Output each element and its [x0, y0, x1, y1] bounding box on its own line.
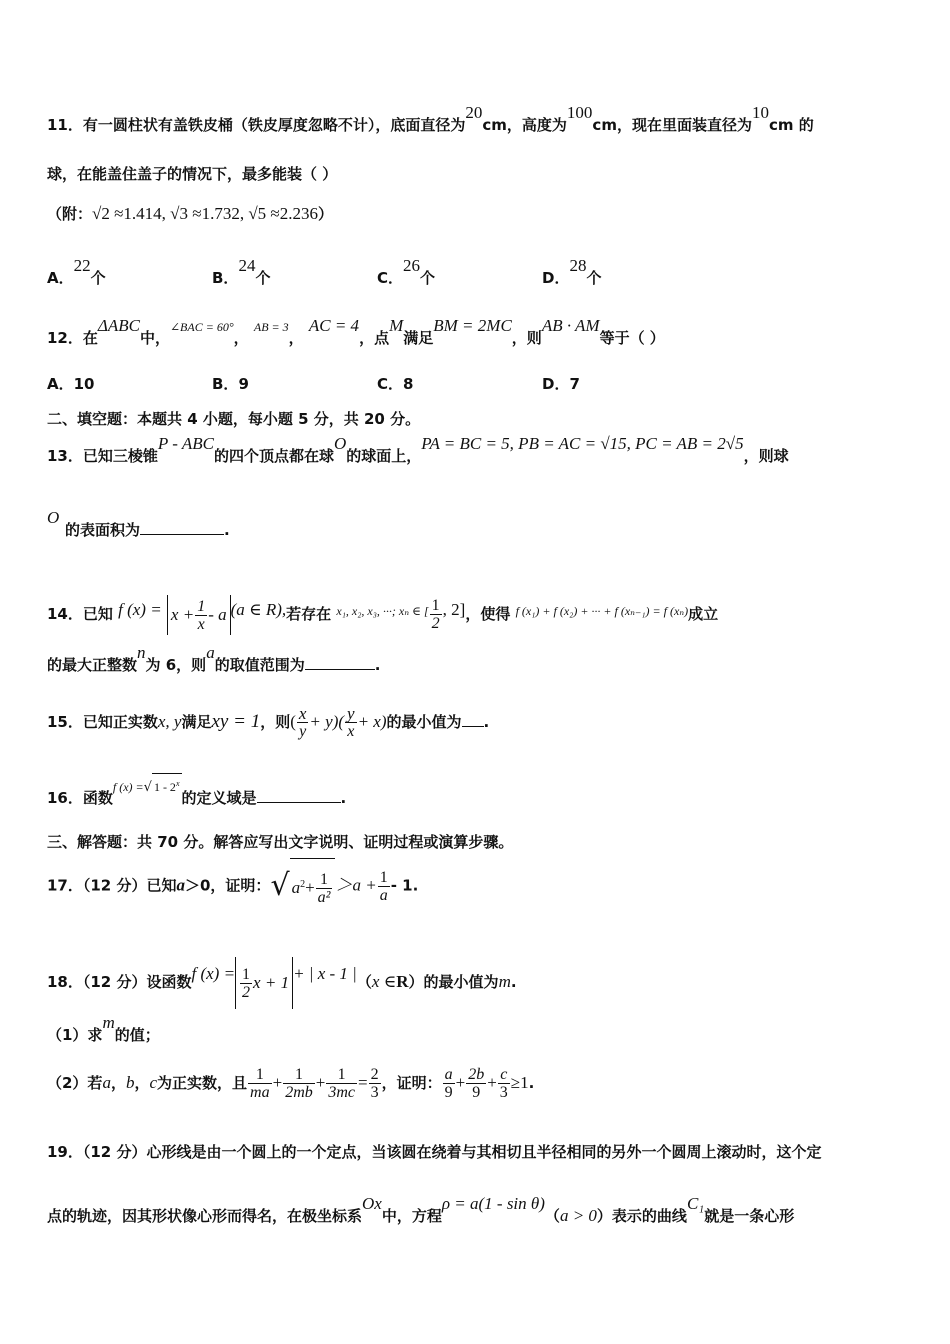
q16-root: 1 - 2	[153, 780, 176, 794]
q18-period: .	[510, 973, 517, 991]
q15-text-3: ，则	[260, 713, 291, 731]
frac-den: 3	[499, 1084, 508, 1101]
option-value: 10	[73, 375, 95, 393]
q11-option-d[interactable]	[542, 256, 602, 288]
q19-equation: ρ = a(1 - sin θ)	[441, 1194, 545, 1213]
q14-var-n: n	[137, 643, 146, 662]
q18-abs-second: + | x - 1 |	[293, 964, 357, 983]
frac-num: 2b	[468, 1066, 485, 1083]
q12-condition: BM = 2MC	[433, 316, 512, 335]
frac-num: 1	[248, 1066, 272, 1084]
q18-text-2: ）的最小值为	[408, 973, 499, 991]
frac-num: c	[498, 1066, 510, 1084]
q19-text-4: ）表示的曲线	[596, 1207, 687, 1225]
option-unit: 个	[255, 269, 271, 287]
q12-ac: AC = 4	[308, 316, 360, 335]
q18-part2-text-2: 为正实数，且	[157, 1074, 248, 1092]
q11-options	[47, 256, 907, 290]
q15-text-2: 满足	[181, 713, 212, 731]
q16-answer-blank[interactable]	[257, 802, 341, 803]
q14-sequence: x₁, x₂, x₃, ···; xₙ ∈ [	[336, 604, 429, 618]
q13-pyramid: P - ABC	[157, 434, 214, 453]
q12-option-d[interactable]	[542, 374, 580, 394]
q18-part1-var-m: m	[102, 1013, 115, 1032]
frac-num: 1	[326, 1066, 357, 1084]
q17-sqrt-sign: √	[270, 868, 290, 903]
q12-text-6: 等于（ ）	[599, 329, 665, 347]
q14-answer-blank[interactable]	[305, 669, 375, 670]
q11-unit-1: cm，高度为	[482, 116, 567, 134]
q15-paren-open: (	[290, 712, 296, 731]
option-label: A．	[47, 269, 74, 287]
q18-var-m: m	[498, 972, 511, 991]
q11-note-prefix: （附：	[47, 205, 93, 223]
frac-num: 2	[370, 1066, 379, 1083]
q11-line-1	[47, 103, 814, 135]
q15-text-4: 的最小值为	[386, 713, 462, 731]
frac-den: 2mb	[285, 1084, 313, 1101]
q12-ab: AB = 3	[253, 320, 289, 334]
frac-den: 9	[444, 1084, 453, 1101]
frac-num: 1	[242, 965, 251, 983]
q14-text-3: ，使得	[465, 605, 511, 623]
option-value: 9	[238, 375, 249, 393]
option-unit: 个	[420, 269, 436, 287]
q19-text-5: 就是一条心形	[704, 1207, 795, 1225]
q11-text-1: 有一圆柱状有盖铁皮桶（铁皮厚度忽略不计），底面直径为	[82, 116, 466, 134]
q13-line-2	[47, 508, 230, 540]
frac-den: a²	[317, 889, 331, 906]
q14-domain: (a ∈ R),	[230, 600, 287, 619]
option-label: D．	[542, 269, 570, 287]
option-value: 28	[569, 256, 587, 275]
q14-line-2	[47, 643, 381, 675]
q18-part-1	[47, 1013, 160, 1045]
frac-den: a	[379, 886, 388, 904]
q11-note-suffix: ）	[318, 205, 334, 223]
q14-abs	[167, 595, 231, 635]
q11-option-a[interactable]	[47, 256, 106, 288]
q18-real-set: R	[396, 972, 409, 991]
q13-condition: PA = BC = 5, PB = AC = √15, PC = AB = 2√5	[421, 434, 744, 453]
q17-number: 17．（12 分）已知	[47, 876, 177, 895]
frac-den: ma	[250, 1084, 270, 1101]
q19-curve: C₁	[686, 1194, 705, 1213]
q14-text-5: 的最大正整数	[47, 656, 138, 674]
q14-number: 14．	[47, 605, 83, 623]
q11-height: 100	[566, 103, 593, 122]
q14-var-a: a	[206, 643, 215, 662]
frac-den: 2	[431, 615, 440, 632]
q13-period: .	[224, 521, 230, 539]
frac-den: 3	[370, 1084, 379, 1101]
q17-line	[47, 858, 418, 914]
q13-text-4: ，则球	[743, 447, 789, 465]
q14-equation: f (x₁) + f (x₂) + ··· + f (xₙ₋₁) = f (xₙ)	[515, 604, 689, 618]
q17-greater: ＞a +	[335, 875, 377, 895]
q13-sphere: O	[333, 434, 347, 453]
frac-num: a	[444, 1066, 453, 1083]
q15-number: 15．	[47, 713, 83, 731]
q16-exponent: x	[175, 779, 180, 788]
q13-number: 13．	[47, 447, 83, 465]
q12-text-2: 中，	[139, 329, 170, 347]
q18-abs	[235, 957, 293, 1009]
q18-function: f (x) =	[191, 964, 236, 983]
q14-text-6: 为 6，则	[145, 656, 207, 674]
q14-interval-end: , 2]	[442, 600, 466, 619]
q16-period: .	[340, 789, 347, 807]
q19-text-2: 中，方程	[381, 1207, 442, 1225]
frac-num: 1	[431, 597, 440, 614]
q11-ball-diameter: 10	[751, 103, 769, 122]
option-value: 7	[569, 375, 580, 393]
q11-note	[47, 204, 333, 224]
q11-note-math: √2 ≈1.414, √3 ≈1.732, √5 ≈2.236	[92, 204, 318, 223]
q12-point-m: M	[389, 316, 404, 335]
q16-number: 16．	[47, 789, 83, 807]
q17-text-1: ＞0，证明：	[184, 876, 271, 895]
q15-paren-close: + x)	[357, 712, 387, 731]
q13-sphere-2: O	[47, 508, 60, 527]
q13-text-1: 已知三棱锥	[82, 447, 158, 465]
q16-text-2: 的定义域是	[181, 789, 257, 807]
q12-option-a[interactable]	[47, 374, 94, 394]
q18-part2-text-3: ，证明：	[381, 1074, 442, 1092]
q12-number: 12．	[47, 329, 83, 347]
q16-line	[47, 779, 347, 810]
frac-num: 1	[283, 1066, 315, 1084]
q19-text-3: （	[544, 1207, 560, 1225]
q11-option-c[interactable]	[377, 256, 436, 288]
option-unit: 个	[586, 269, 602, 287]
q14-abs-b: - a	[208, 604, 227, 624]
q17-radicand	[290, 858, 336, 914]
q18-part2-text-1: （2）若	[47, 1074, 103, 1092]
q17-exponent: 2	[300, 879, 306, 890]
q17-plus: +	[305, 878, 315, 897]
q15-period: .	[483, 713, 490, 731]
q18-number: 18．（12 分）设函数	[47, 973, 192, 991]
q19-polar-axis: Ox	[362, 1194, 382, 1213]
q18-text-1: （	[356, 973, 372, 991]
q13-answer-blank[interactable]	[140, 534, 224, 535]
q15-text-1: 已知正实数	[82, 713, 158, 731]
q18-part-2: （2）若a，b，c为正实数，且 $\frac{1}{ma}$ + $\frac{1}{2mb}$ + $\frac{1}{3mc}$ = $\frac{2}{3}$ ，证明： $\frac{a}{9}$ + $\frac{2b}{9}$ + $\frac{c}{3}$ ≥1.	[47, 1066, 535, 1101]
q16-radicand	[152, 773, 182, 797]
frac-num: y	[347, 704, 355, 723]
q11-diameter: 20	[465, 103, 483, 122]
q12-options	[47, 374, 907, 396]
q11-unit-2: cm，现在里面装直径为	[592, 116, 752, 134]
option-label: D．	[542, 375, 570, 393]
q14-text-2: 若存在	[286, 605, 332, 623]
q16-function: f (x) =	[112, 780, 144, 794]
q18-line-1	[47, 948, 517, 1009]
q17-base: a	[291, 878, 301, 897]
q18-domain: x ∈	[371, 972, 397, 991]
q15-vars: x, y	[157, 712, 182, 731]
q13-text-5: 的表面积为	[65, 521, 141, 539]
q16-text-1: 函数	[82, 789, 113, 807]
q12-text-1: 在	[82, 329, 98, 347]
option-value: 8	[403, 375, 414, 393]
q11-line-2: 球，在能盖住盖子的情况下，最多能装（ ）	[47, 165, 338, 183]
option-value: 22	[73, 256, 91, 275]
q16-sqrt-sign: √	[143, 780, 152, 795]
frac-num: 1	[379, 868, 388, 886]
q14-text-1: 已知	[82, 605, 113, 623]
q19-line-1: 19．（12 分）心形线是由一个圆上的一个定点，当该圆在绕着与其相切且半径相同的另外一个圆周上滚动时，这个定	[47, 1143, 822, 1161]
frac-den: y	[299, 723, 307, 740]
q18-comma-2: ，	[134, 1074, 150, 1092]
q13-line-1	[47, 434, 789, 466]
q12-angle: ∠BAC = 60°	[170, 320, 234, 334]
q18-var-c: c	[149, 1073, 158, 1092]
q12-text-4: 满足	[403, 329, 434, 347]
q12-option-b[interactable]	[212, 374, 249, 394]
q15-condition: xy = 1	[211, 711, 261, 732]
option-label: C．	[377, 269, 404, 287]
option-label: B．	[212, 375, 239, 393]
q18-var-b: b	[125, 1073, 135, 1092]
q15-mid: + y)(	[309, 712, 345, 731]
q11-number: 11．	[47, 116, 83, 134]
q18-part1-text-2: 的值；	[114, 1026, 160, 1044]
frac-den: x	[347, 723, 355, 740]
q17-tail: - 1.	[390, 876, 419, 895]
frac-den: x	[197, 616, 205, 634]
frac-num: x	[298, 704, 307, 723]
q15-answer-blank[interactable]	[462, 726, 484, 727]
frac-num: 1	[197, 598, 206, 616]
q14-abs-a: x +	[170, 604, 195, 624]
section-2-heading: 二、填空题：本题共 4 小题，每小题 5 分，共 20 分。	[47, 410, 421, 428]
option-label: A．	[47, 375, 74, 393]
option-value: 24	[238, 256, 256, 275]
q17-var-a: a	[176, 875, 185, 895]
q14-text-7: 的取值范围为	[214, 656, 305, 674]
q18-var-a: a	[102, 1073, 111, 1092]
frac-den: 2	[242, 983, 251, 1001]
q18-ge: ≥1	[510, 1073, 529, 1092]
frac-den: 9	[472, 1084, 481, 1101]
option-label: B．	[212, 269, 239, 287]
frac-den: 3mc	[328, 1084, 355, 1101]
option-label: C．	[377, 375, 404, 393]
q12-text-3: ，点	[359, 329, 390, 347]
q19-condition: a > 0	[559, 1206, 597, 1225]
frac-num: 1	[316, 871, 333, 889]
q14-text-4: 成立	[688, 605, 719, 623]
q12-expression: AB · AM	[541, 316, 600, 335]
q12-text-5: ，则	[511, 329, 542, 347]
q12-triangle: ΔABC	[97, 316, 140, 335]
q13-text-2: 的四个顶点都在球	[213, 447, 334, 465]
q13-text-3: 的球面上，	[346, 447, 422, 465]
q18-comma-1: ，	[110, 1074, 126, 1092]
option-value: 26	[403, 256, 421, 275]
q18-period: .	[528, 1074, 535, 1092]
option-unit: 个	[90, 269, 106, 287]
q11-option-b[interactable]	[212, 256, 271, 288]
q15-line	[47, 700, 489, 744]
q18-part1-text-1: （1）求	[47, 1026, 103, 1044]
q18-abs-inner: x + 1	[253, 972, 290, 992]
q11-unit-3: cm 的	[768, 116, 814, 134]
section-3-heading: 三、解答题：共 70 分。解答应写出文字说明、证明过程或演算步骤。	[47, 833, 514, 851]
q14-line-1	[47, 590, 718, 635]
q14-function: f (x) =	[118, 600, 162, 619]
q14-period: .	[374, 656, 381, 674]
q19-text-1: 点的轨迹，因其形状像心形而得名，在极坐标系	[47, 1207, 363, 1225]
q12-option-c[interactable]	[377, 374, 413, 394]
q12-line: 12．在ΔABC中，$^{\angle BAC = 60^\circ}$， $^{AB = 3}$， AC = 4，点M满足BM = 2MC，则AB · AM等于（ ）	[47, 316, 665, 347]
q19-line-2	[47, 1194, 795, 1226]
